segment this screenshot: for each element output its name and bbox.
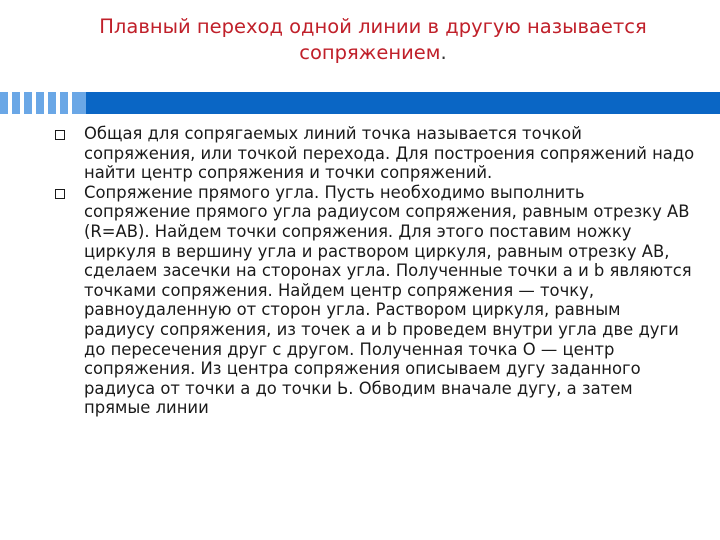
accent-square (24, 92, 32, 114)
title-line-2 (60, 40, 686, 66)
accent-square (72, 92, 86, 114)
accent-squares (0, 92, 86, 114)
square-bullet-icon (55, 189, 65, 199)
accent-bar (86, 92, 720, 114)
bullet-text: Общая для сопрягаемых линий точка называется точкой сопряжения, или точкой перехода. Для построения сопряжений надо найти центр сопряжения и точки сопряжений. (84, 124, 695, 183)
title-line-2-text: сопряжением (299, 41, 441, 64)
bullet-item (55, 183, 695, 418)
accent-square (0, 92, 8, 114)
accent-square (48, 92, 56, 114)
title-line-1: Плавный переход одной линии в другую называется (99, 15, 647, 38)
slide-title (60, 14, 686, 66)
bullet-item (55, 124, 695, 183)
bullet-text: Сопряжение прямого угла. Пусть необходимо выполнить сопряжение прямого угла радиусом сопряжения, равным отрезку АВ (R=АВ). Найдем точки сопряжения. Для этого поставим ножку циркуля в вершину угла и раствором циркуля, равным отрезку АВ, сделаем засечки на сторонах угла. Полученные точки а и b являются точками сопряжения. Найдем центр сопряжения — точку, равноудаленную от сторон угла. Раствором циркуля, равным радиусу сопряжения, из точек а и b проведем внутри угла две дуги до пересечения друг с другом. Полученная точка О — центр сопряжения. Из центра сопряжения описываем дугу заданного радиуса от точки а до точки Ь. Обводим вначале дугу, а затем прямые линии (84, 182, 692, 418)
accent-square (60, 92, 68, 114)
title-dot: . (440, 41, 447, 64)
accent-square (12, 92, 20, 114)
accent-square (36, 92, 44, 114)
bullet-list (55, 124, 695, 418)
square-bullet-icon (55, 130, 65, 140)
